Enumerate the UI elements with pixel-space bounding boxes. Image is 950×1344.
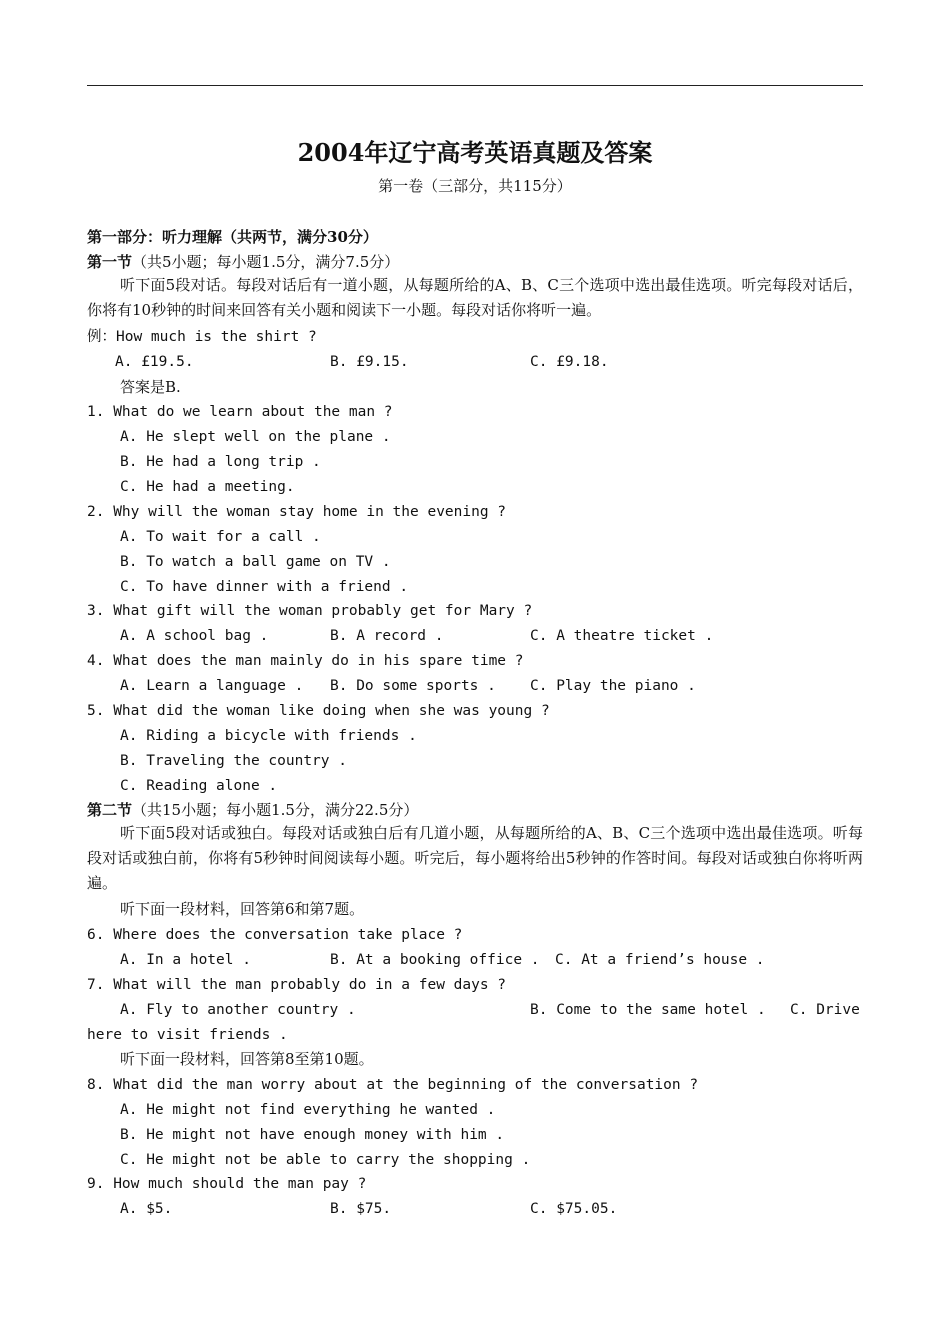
section1-header bbox=[87, 252, 399, 272]
question-4: 4. What does the man mainly do in his spare time ? bbox=[87, 653, 524, 669]
q4-option-c: C. Play the piano . bbox=[530, 678, 696, 694]
question-9: 9. How much should the man pay ? bbox=[87, 1176, 367, 1192]
question-8: 8. What did the man worry about at the beginning of the conversation ? bbox=[87, 1077, 699, 1093]
question-1: 1. What do we learn about the man ? bbox=[87, 404, 393, 420]
example-answer: 答案是B. bbox=[120, 378, 181, 396]
q5-option-a: A. Riding a bicycle with friends . bbox=[120, 728, 417, 744]
q6-option-c: C. At a friend’s house . bbox=[555, 952, 765, 968]
q2-option-a: A. To wait for a call . bbox=[120, 529, 321, 545]
section2-instructions: 听下面5段对话或独白。每段对话或独白后有几道小题，从每题所给的A、B、C三个选项中选出最佳选项。听每段对话或独白前，你将有5秒钟时间阅读每小题。听完后，每小题将给出5秒钟的作答时间。每段对话或独白你将听两遍。 bbox=[87, 824, 863, 892]
question-5: 5. What did the woman like doing when she was young ? bbox=[87, 703, 550, 719]
q3-option-a: A. A school bag . bbox=[120, 628, 269, 644]
q2-option-b: B. To watch a ball game on TV . bbox=[120, 554, 391, 570]
q7-option-a: A. Fly to another country . bbox=[120, 1002, 356, 1018]
question-3: 3. What gift will the woman probably get for Mary ? bbox=[87, 603, 533, 619]
q8-option-b: B. He might not have enough money with him . bbox=[120, 1127, 505, 1143]
section2-header bbox=[87, 800, 418, 820]
section1-label: 第一节 bbox=[87, 253, 133, 271]
q2-option-c: C. To have dinner with a friend . bbox=[120, 579, 409, 595]
q4-option-b: B. Do some sports . bbox=[330, 678, 496, 694]
q3-option-c: C. A theatre ticket . bbox=[530, 628, 714, 644]
question-2: 2. Why will the woman stay home in the evening ? bbox=[87, 504, 507, 520]
document-title: 2004年辽宁高考英语真题及答案 bbox=[297, 138, 653, 167]
q8-option-a: A. He might not find everything he wanted . bbox=[120, 1102, 496, 1118]
section2-label: 第二节 bbox=[87, 801, 133, 819]
group1-instruction: 听下面一段材料，回答第6和第7题。 bbox=[120, 900, 365, 918]
example-option-b: B. £9.15. bbox=[330, 354, 409, 370]
part1-heading: 第一部分：听力理解（共两节，满分30分） bbox=[87, 228, 378, 246]
example-option-c: C. £9.18. bbox=[530, 354, 609, 370]
q1-option-c: C. He had a meeting. bbox=[120, 479, 295, 495]
section2-meta: （共15小题；每小题1.5分，满分22.5分） bbox=[132, 801, 419, 819]
document-subtitle: 第一卷（三部分，共115分） bbox=[378, 177, 572, 195]
example-option-a: A. £19.5. bbox=[115, 354, 194, 370]
q7-option-c-continuation: here to visit friends . bbox=[87, 1027, 288, 1043]
q9-option-c: C. $75.05. bbox=[530, 1201, 618, 1217]
q7-option-c: C. Drive bbox=[790, 1002, 860, 1018]
q6-option-b: B. At a booking office . bbox=[330, 952, 540, 968]
question-7: 7. What will the man probably do in a few days ? bbox=[87, 977, 507, 993]
group2-instruction: 听下面一段材料，回答第8至第10题。 bbox=[120, 1050, 374, 1068]
q5-option-b: B. Traveling the country . bbox=[120, 753, 347, 769]
q3-option-b: B. A record . bbox=[330, 628, 444, 644]
q4-option-a: A. Learn a language . bbox=[120, 678, 304, 694]
question-6: 6. Where does the conversation take place ? bbox=[87, 927, 463, 943]
q9-option-a: A. $5. bbox=[120, 1201, 173, 1217]
q6-option-a: A. In a hotel . bbox=[120, 952, 251, 968]
q9-option-b: B. $75. bbox=[330, 1201, 392, 1217]
q1-option-b: B. He had a long trip . bbox=[120, 454, 321, 470]
example-question: 例：How much is the shirt ? bbox=[87, 329, 317, 345]
q8-option-c: C. He might not be able to carry the shopping . bbox=[120, 1152, 531, 1168]
q5-option-c: C. Reading alone . bbox=[120, 778, 278, 794]
section1-instructions: 听下面5段对话。每段对话后有一道小题，从每题所给的A、B、C三个选项中选出最佳选项。听完每段对话后，你将有10秒钟的时间来回答有关小题和阅读下一小题。每段对话你将听一遍。 bbox=[87, 276, 863, 319]
q1-option-a: A. He slept well on the plane . bbox=[120, 429, 391, 445]
section1-meta: （共5小题；每小题1.5分，满分7.5分） bbox=[132, 253, 400, 271]
q7-option-b: B. Come to the same hotel . bbox=[530, 1002, 766, 1018]
header-rule bbox=[87, 85, 863, 86]
